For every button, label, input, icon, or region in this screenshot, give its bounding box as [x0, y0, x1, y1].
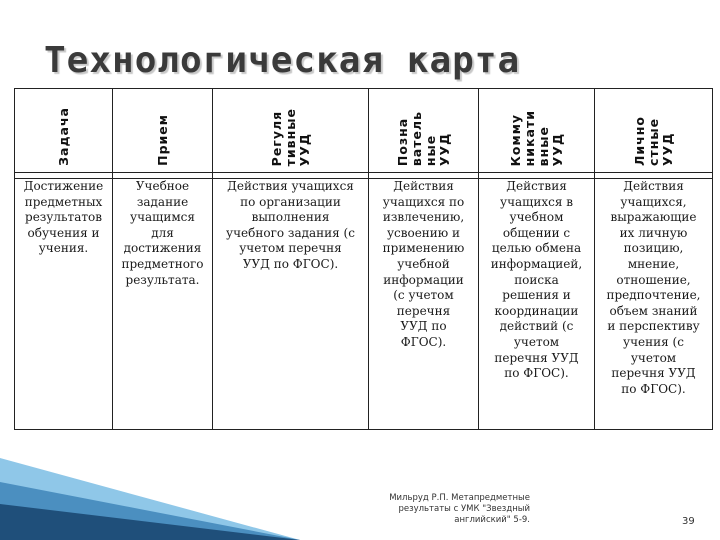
cell-communicative: Действия учащихся в учебном общении с целью обмена информацией, поиска решения и координации действий (с учетом перечня УУД по ФГОС).	[479, 179, 595, 430]
header-communicative-uud: Комму никати вные УУД	[479, 89, 595, 173]
page-number: 39	[682, 516, 695, 527]
header-regulatory-uud: Регуля тивные УУД	[213, 89, 369, 173]
cell-task: Достижение предметных результатов обучения и учения.	[15, 179, 113, 430]
header-task: Задача	[15, 89, 113, 173]
cell-cognitive: Действия учащихся по извлечению, усвоению и применению учебной информации (с учетом перечня УУД по ФГОС).	[369, 179, 479, 430]
cell-technique: Учебное задание учащимся для достижения предметного результата.	[113, 179, 213, 430]
table-row	[15, 179, 713, 430]
header-technique: Прием	[113, 89, 213, 173]
header-personal-uud: Лично стные УУД	[595, 89, 713, 173]
cell-personal: Действия учащихся, выражающие их личную позицию, мнение, отношение, предпочтение, объем знаний и перспективу учения (с учетом перечня УУД по ФГОС).	[595, 179, 713, 430]
header-cognitive-uud: Позна ватель ные УУД	[369, 89, 479, 173]
decorative-swoosh	[0, 452, 300, 540]
technology-map-table	[14, 88, 713, 430]
cell-regulatory: Действия учащихся по организации выполнения учебного задания (с учетом перечня УУД по ФГОС).	[213, 179, 369, 430]
footer-citation: Мильруд Р.П. Метапредметные результаты с УМК "Звездный английский" 5-9.	[389, 493, 530, 525]
slide-title: Технологическая карта	[44, 40, 521, 81]
